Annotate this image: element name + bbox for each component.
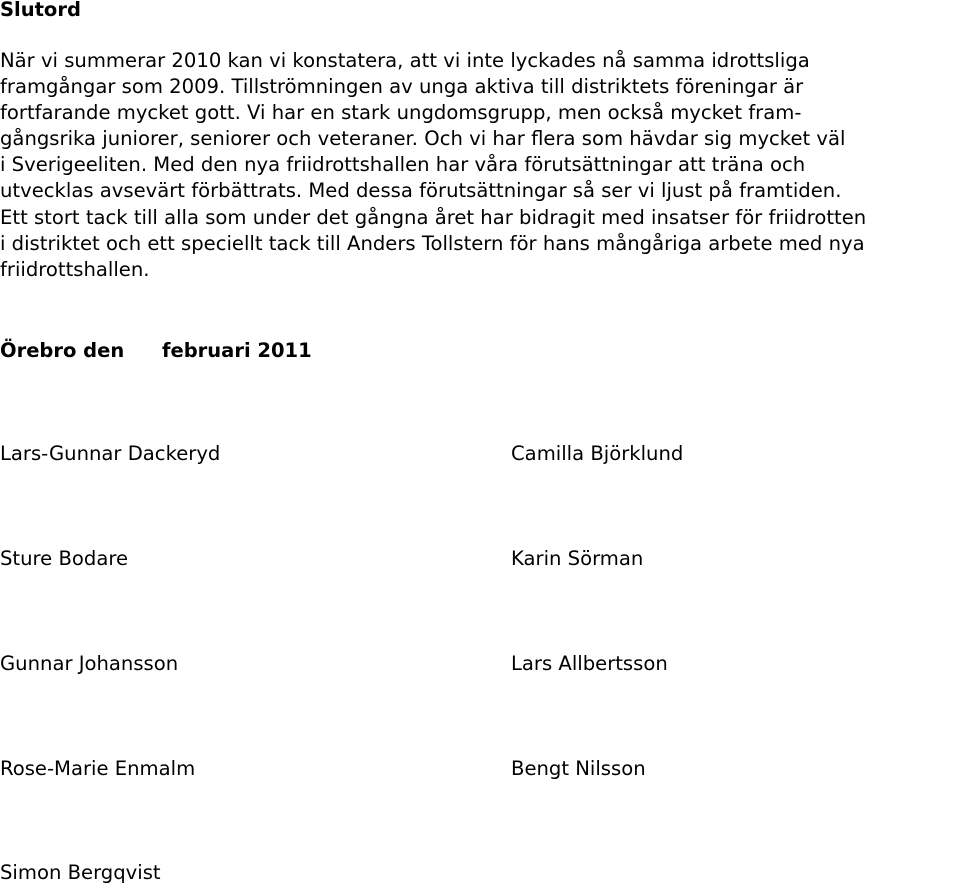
paragraph-line: utvecklas avsevärt förbättrats. Med dessa förutsättningar så ser vi ljust på framtiden. — [0, 179, 842, 203]
signatory-name: Gunnar Johansson — [0, 652, 179, 675]
signatory-name: Lars-Gunnar Dackeryd — [0, 442, 221, 465]
signatory-name: Bengt Nilsson — [511, 757, 646, 780]
paragraph-line: i Sverigeeliten. Med den nya friidrottshallen har våra förutsättningar att träna och — [0, 153, 806, 177]
paragraph-line: fortfarande mycket gott. Vi har en stark ungdomsgrupp, men också mycket fram- — [0, 101, 802, 125]
paragraph-line: gångsrika juniorer, seniorer och veteraner. Och vi har flera som hävdar sig mycket väl — [0, 127, 846, 151]
place-label: Örebro den — [0, 339, 125, 362]
paragraph-line: friidrottshallen. — [0, 257, 150, 281]
place-and-date — [0, 338, 312, 364]
signatory-name: Camilla Björklund — [511, 442, 684, 465]
closing-paragraph — [0, 48, 959, 283]
date-value: februari 2011 — [162, 339, 312, 362]
paragraph-line: framgångar som 2009. Tillströmningen av unga aktiva till distriktets föreningar är — [0, 75, 804, 99]
paragraph-line: i distriktet och ett speciellt tack till Anders Tollstern för hans mångåriga arbete med nya — [0, 231, 865, 255]
signatory-name: Karin Sörman — [511, 547, 644, 570]
section-heading: Slutord — [0, 0, 81, 21]
paragraph-line: När vi summerar 2010 kan vi konstatera, att vi inte lyckades nå samma idrottsliga — [0, 49, 810, 72]
signatory-name: Sture Bodare — [0, 547, 129, 570]
signatory-name: Simon Bergqvist — [0, 861, 161, 884]
paragraph-line: Ett stort tack till alla som under det gångna året har bidragit med insatser för friidrotten — [0, 205, 867, 229]
signatory-name: Lars Allbertsson — [511, 652, 668, 675]
signatory-name: Rose-Marie Enmalm — [0, 757, 196, 780]
